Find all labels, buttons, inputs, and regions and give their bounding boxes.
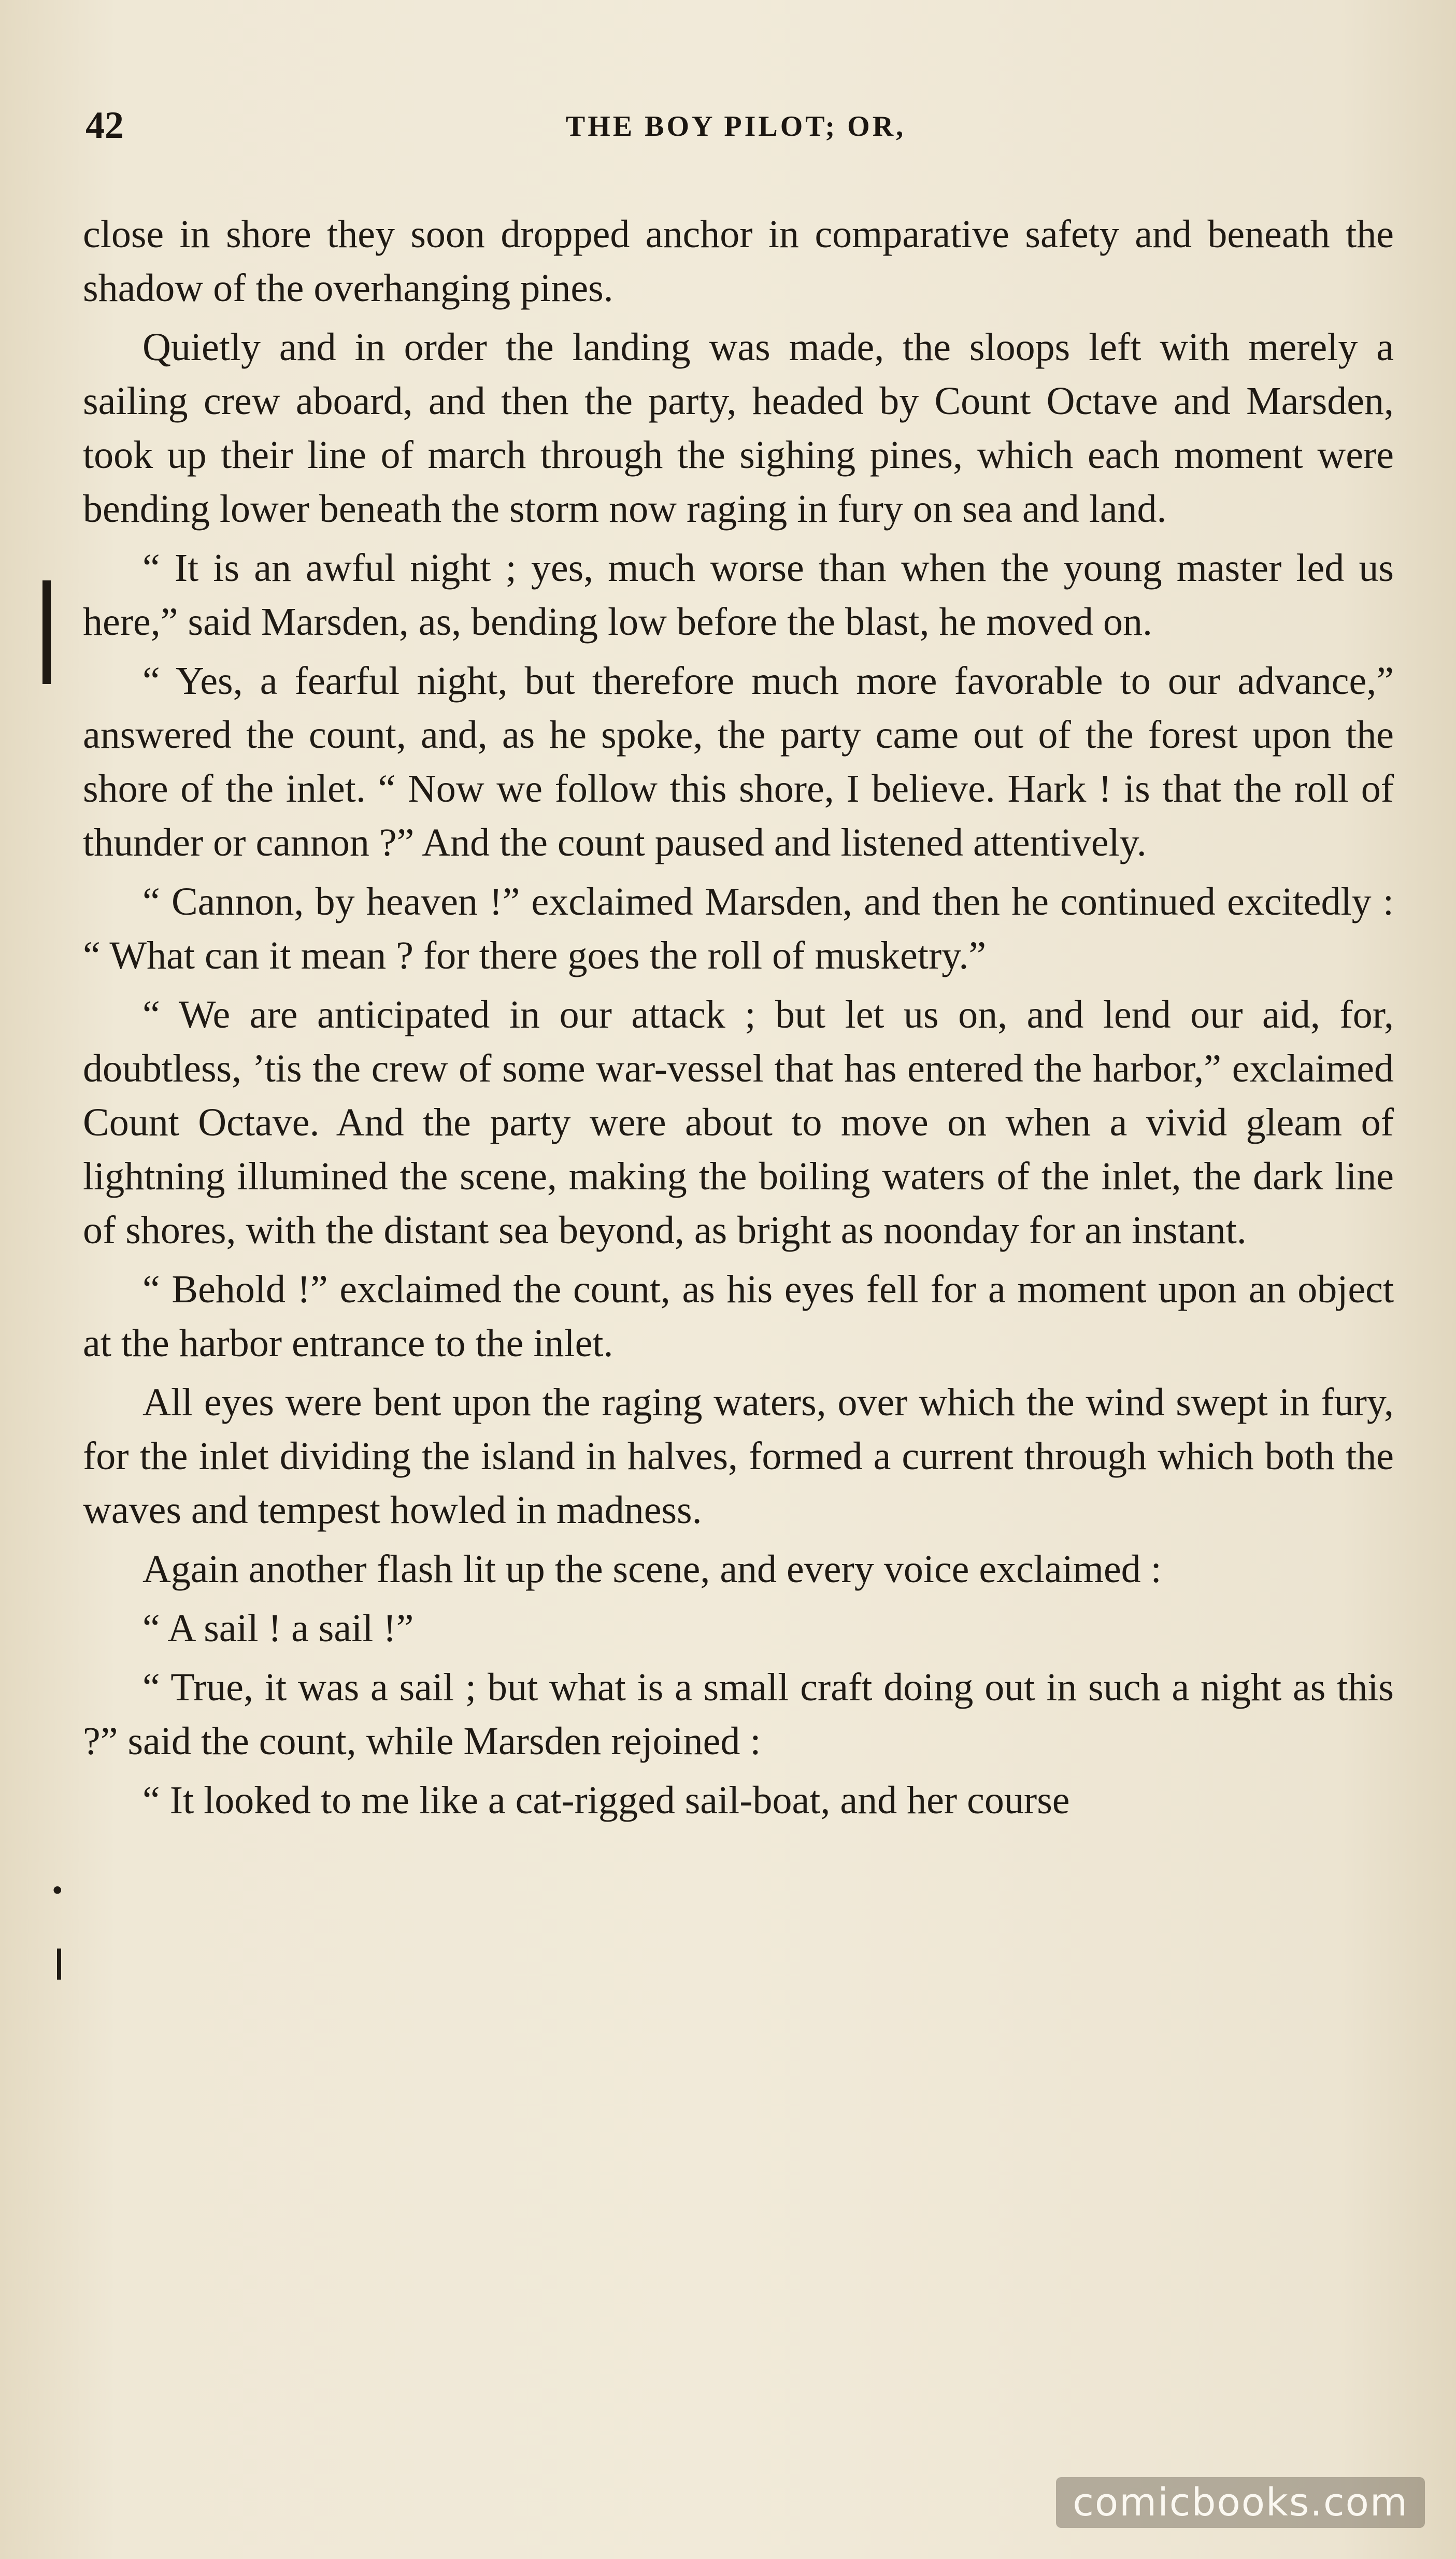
paragraph: All eyes were bent upon the raging waters, over which the wind swept in fury, for the inlet dividing the island in halves, formed a current through which both the waves and tempest howled in madness.: [83, 1381, 1394, 1532]
paragraph: “ A sail ! a sail !”: [142, 1607, 414, 1650]
paragraph: “ True, it was a sail ; but what is a small craft doing out in such a night as this ?” said the count, while Marsden rejoined :: [83, 1666, 1394, 1763]
margin-mark-small: [57, 1949, 61, 1980]
paragraph: Quietly and in order the landing was made, the sloops left with merely a sailing crew aboard, and then the party, headed by Count Octave and Marsden, took up their line of march through the sighing pines, which each moment were bending lower beneath the storm now raging in fury on sea and land.: [83, 325, 1394, 531]
paragraph: close in shore they soon dropped anchor in comparative safety and beneath the shadow of the overhanging pines.: [83, 212, 1394, 310]
paragraph: Again another flash lit up the scene, and every voice exclaimed :: [142, 1547, 1162, 1591]
margin-mark-dot: •: [50, 1876, 65, 1906]
paragraph: “ It looked to me like a cat-rigged sail-boat, and her course: [142, 1779, 1070, 1822]
margin-mark: [42, 580, 51, 684]
paragraph: “ We are anticipated in our attack ; but let us on, and lend our aid, for, doubtless, ’tis the crew of some war-vessel that has entered the harbor,” exclaimed Count Octave. And the party were about to move on when a vivid gleam of lightning illumined the scene, making the boiling waters of the inlet, the dark line of shores, with the distant sea beyond, as bright as noonday for an instant.: [83, 993, 1394, 1252]
paragraph: “ Behold !” exclaimed the count, as his eyes fell for a moment upon an object at the harbor entrance to the inlet.: [83, 1268, 1394, 1365]
running-head: THE BOY PILOT; OR,: [565, 110, 906, 143]
site-watermark: comicbooks.com: [1056, 2477, 1425, 2528]
page-number: 42: [85, 104, 124, 147]
page-header: [85, 104, 1386, 161]
paragraph: “ Cannon, by heaven !” exclaimed Marsden, and then he continued excitedly : “ What can it mean ? for there goes the roll of musketry.”: [83, 880, 1394, 977]
paragraph: “ Yes, a fearful night, but therefore much more favorable to our advance,” answered the count, and, as he spoke, the party came out of the forest upon the shore of the inlet. “ Now we follow this shore, I believe. Hark ! is that the roll of thunder or cannon ?” And the count paused and listened attentively.: [83, 659, 1394, 864]
paragraph: “ It is an awful night ; yes, much worse than when the young master led us here,” said Marsden, as, bending low before the blast, he moved on.: [83, 546, 1394, 644]
body-text: [83, 207, 1394, 1832]
